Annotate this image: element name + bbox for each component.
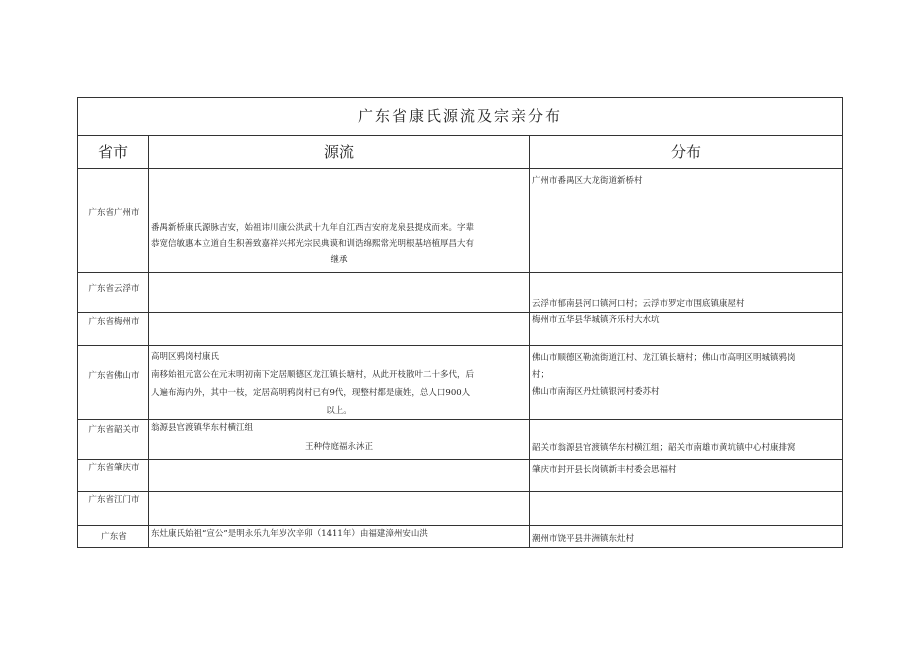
province-cell: 广东省广州市 xyxy=(88,208,140,218)
distribution-cell xyxy=(530,350,842,401)
source-line: 继承 xyxy=(330,255,348,265)
distribution-cell: 云浮市郁南县河口镇河口村；云浮市罗定市围底镇康屋村 xyxy=(532,299,745,309)
distribution-line: 村； xyxy=(532,370,550,380)
document-title: 广东省康氏源流及宗亲分布 xyxy=(357,107,562,125)
source-cell xyxy=(149,526,529,542)
province-cell: 广东省梅州市 xyxy=(88,317,140,327)
document-table xyxy=(77,97,843,548)
province-cell: 广东省佛山市 xyxy=(88,371,140,381)
divider xyxy=(78,345,842,346)
distribution-cell: 广州市番禺区大龙街道新桥村 xyxy=(532,176,643,186)
distribution-line: 佛山市南海区丹灶镇银河村委苏村 xyxy=(532,387,660,397)
source-cell xyxy=(149,220,529,268)
province-cell: 广东省肇庆市 xyxy=(88,463,140,473)
divider xyxy=(148,135,149,548)
source-cell xyxy=(149,419,529,457)
province-cell: 广东省 xyxy=(101,532,127,542)
province-cell: 广东省江门市 xyxy=(88,495,140,505)
divider xyxy=(529,135,530,548)
source-line: 东灶康氏始祖“宣公”是明永乐九年岁次辛卯（1411年）由福建漳州安山洪 xyxy=(151,529,428,539)
source-line: 以上。 xyxy=(326,406,352,416)
source-line: 翁源县官渡镇华东村横江组 xyxy=(151,423,254,433)
header-source: 源流 xyxy=(323,143,354,161)
source-line: 南移始祖元富公在元末明初南下定居顺德区龙江镇长塘村，从此开枝散叶二十多代，后 xyxy=(151,370,475,380)
source-line: 番禺新桥康氏源脉吉安，始祖讳川康公洪武十九年自江西吉安府龙泉县提戍而来。字辈 xyxy=(151,223,475,233)
source-line: 人遍布海内外，其中一枝，定居高明鸦岗村已有9代，现整村都是康姓，总人口900人 xyxy=(151,388,471,398)
distribution-cell: 肇庆市封开县长岗镇新丰村委会思福村 xyxy=(532,465,677,475)
header-province: 省市 xyxy=(97,143,128,161)
distribution-cell: 潮州市饶平县井洲镇东灶村 xyxy=(532,534,635,544)
divider xyxy=(78,272,842,273)
distribution-cell: 韶关市翁源县官渡镇华东村横江组；韶关市南雄市黄坑镇中心村康排窝 xyxy=(532,443,796,453)
header-distribution: 分布 xyxy=(670,143,701,161)
distribution-cell: 梅州市五华县华城镇齐乐村大水坑 xyxy=(532,315,660,325)
source-cell xyxy=(149,348,529,420)
source-line: 高明区鸦岗村康氏 xyxy=(151,352,220,362)
distribution-line: 佛山市顺德区勒流街道江村、龙江镇长塘村；佛山市高明区明城镇鸦岗 xyxy=(532,353,796,363)
source-line: 恭宽信敏惠本立道自生积善致嘉祥兴邦光宗民典谟和训诰绵熙常光明根基培植厚昌大有 xyxy=(151,239,475,249)
divider xyxy=(78,491,842,492)
divider xyxy=(78,168,842,169)
province-cell: 广东省韶关市 xyxy=(88,425,140,435)
source-line: 王种侍庭福永沐正 xyxy=(304,442,373,452)
province-cell: 广东省云浮市 xyxy=(88,284,140,294)
divider xyxy=(78,459,842,460)
